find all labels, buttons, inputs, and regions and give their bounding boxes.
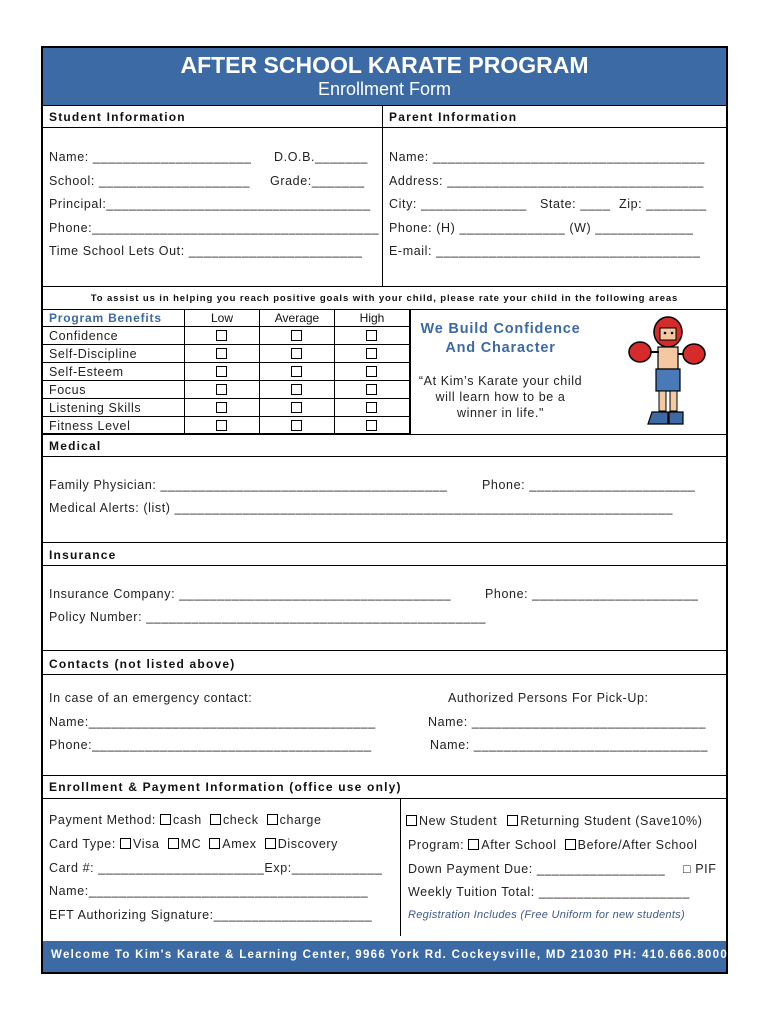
high-checkbox[interactable] <box>366 330 377 341</box>
program-label: Program: <box>408 838 465 852</box>
emergency-contact-label: In case of an emergency contact: <box>49 691 253 705</box>
new-student-label: New Student <box>419 814 498 828</box>
pickup-persons-label: Authorized Persons For Pick-Up: <box>448 691 649 705</box>
rating-cell <box>335 327 410 345</box>
check-checkbox[interactable] <box>210 814 221 825</box>
low-checkbox[interactable] <box>216 366 227 377</box>
footer-text: Welcome To Kim's Karate & Learning Center, 9966 York Rd. Cockeysville, MD 21030 PH: 410.666.8000 <box>51 949 729 961</box>
form-header <box>43 48 726 106</box>
divider <box>43 798 726 799</box>
promo-quote-1: “At Kim’s Karate your child <box>418 374 583 388</box>
low-checkbox[interactable] <box>216 402 227 413</box>
low-checkbox[interactable] <box>216 330 227 341</box>
discovery-label: Discovery <box>277 837 339 851</box>
boxer-illustration <box>628 314 708 430</box>
cash-checkbox[interactable] <box>160 814 171 825</box>
high-checkbox[interactable] <box>366 402 377 413</box>
check-label: check <box>222 813 259 827</box>
rating-cell <box>335 345 410 363</box>
physician-phone-field[interactable]: Phone: ______________________ <box>482 478 696 492</box>
medical-alerts-field[interactable]: Medical Alerts: (list) __________________________________________________________________ <box>49 501 674 515</box>
returning-student-checkbox[interactable] <box>507 815 518 826</box>
student-type-row <box>406 814 703 828</box>
cash-label: cash <box>173 813 202 827</box>
average-checkbox[interactable] <box>291 330 302 341</box>
col-average: Average <box>260 309 335 327</box>
student-principal-field[interactable]: Principal:___________________________________ <box>49 197 371 211</box>
rating-row-text: Self-Discipline <box>49 347 138 361</box>
rating-row-label <box>43 327 185 345</box>
col-program-benefits: Program Benefits <box>49 311 162 325</box>
parent-address-field[interactable]: Address: __________________________________ <box>389 174 704 188</box>
mc-checkbox[interactable] <box>168 838 179 849</box>
rating-row-label <box>43 363 185 381</box>
divider <box>43 565 726 566</box>
divider <box>410 309 411 434</box>
student-dob-field[interactable]: D.O.B._______ <box>274 150 368 164</box>
grid-header-cell <box>43 309 185 327</box>
amex-label: Amex <box>222 837 257 851</box>
before-after-school-checkbox[interactable] <box>565 839 576 850</box>
student-name-field[interactable]: Name: _____________________ <box>49 150 252 164</box>
rating-instruction: To assist us in helping you reach positive goals with your child, please rate your child in the following areas <box>90 293 679 304</box>
before-after-school-label: Before/After School <box>577 838 698 852</box>
divider <box>43 650 726 651</box>
parent-city-field[interactable]: City: ______________ <box>389 197 527 211</box>
footer-bar <box>43 941 729 972</box>
registration-note: Registration Includes (Free Uniform for new students) <box>408 909 685 921</box>
student-grade-field[interactable]: Grade:_______ <box>270 174 365 188</box>
rating-row-text: Fitness Level <box>49 419 131 433</box>
rating-row-text: Self-Esteem <box>49 365 124 379</box>
rating-cell <box>260 417 335 434</box>
rating-cell <box>185 363 260 381</box>
rating-row-text: Confidence <box>49 329 119 343</box>
discovery-checkbox[interactable] <box>265 838 276 849</box>
low-checkbox[interactable] <box>216 384 227 395</box>
parent-email-field[interactable]: E-mail: ___________________________________ <box>389 244 701 258</box>
rating-row-label <box>43 345 185 363</box>
divider <box>400 798 401 936</box>
card-type-label: Card Type: <box>49 837 116 851</box>
rating-cell <box>260 363 335 381</box>
divider <box>43 127 726 128</box>
average-checkbox[interactable] <box>291 384 302 395</box>
visa-checkbox[interactable] <box>120 838 131 849</box>
weekly-tuition-field[interactable]: Weekly Tuition Total: ____________________ <box>408 885 690 899</box>
mc-label: MC <box>180 837 202 851</box>
payment-name-field[interactable]: Name:_____________________________________ <box>49 884 369 898</box>
policy-number-field[interactable]: Policy Number: _____________________________________________ <box>49 610 487 624</box>
parent-info-heading: Parent Information <box>389 110 518 124</box>
high-checkbox[interactable] <box>366 348 377 359</box>
rating-cell <box>185 399 260 417</box>
rating-cell <box>260 381 335 399</box>
divider <box>43 286 726 287</box>
eft-signature-field[interactable]: EFT Authorizing Signature:_____________________ <box>49 908 373 922</box>
average-checkbox[interactable] <box>291 402 302 413</box>
promo-headline-2: And Character <box>445 340 556 356</box>
program-row <box>408 838 697 852</box>
enrollment-heading: Enrollment & Payment Information (office use only) <box>49 780 402 794</box>
high-checkbox[interactable] <box>366 366 377 377</box>
rating-cell <box>335 363 410 381</box>
promo-headline-1: We Build Confidence <box>420 321 581 337</box>
col-high: High <box>335 309 410 327</box>
pickup-name-field-2[interactable]: Name: _______________________________ <box>430 738 708 752</box>
rating-cell <box>335 381 410 399</box>
divider <box>43 674 726 675</box>
divider <box>43 456 726 457</box>
rating-cell <box>335 399 410 417</box>
low-checkbox[interactable] <box>216 348 227 359</box>
family-physician-field[interactable]: Family Physician: ______________________________________ <box>49 478 448 492</box>
card-type-row <box>49 837 338 851</box>
after-school-label: After School <box>481 838 557 852</box>
promo-quote-3: winner in life." <box>457 406 544 420</box>
rating-cell <box>335 417 410 434</box>
average-checkbox[interactable] <box>291 420 302 431</box>
payment-method-row <box>49 813 322 827</box>
pickup-name-field-1[interactable]: Name: _______________________________ <box>428 715 706 729</box>
high-checkbox[interactable] <box>366 384 377 395</box>
student-phone-field[interactable]: Phone:______________________________________ <box>49 221 380 235</box>
insurance-phone-field[interactable]: Phone: ______________________ <box>485 587 699 601</box>
promo-quote-2: will learn how to be a <box>435 390 566 404</box>
form-subtitle: Enrollment Form <box>317 79 452 99</box>
time-school-lets-out-field[interactable]: Time School Lets Out: _______________________ <box>49 244 363 258</box>
enrollment-form <box>41 46 728 974</box>
insurance-heading: Insurance <box>49 548 117 562</box>
average-checkbox[interactable] <box>291 366 302 377</box>
charge-checkbox[interactable] <box>267 814 278 825</box>
rating-cell <box>260 399 335 417</box>
rating-row-label <box>43 381 185 399</box>
charge-label: charge <box>279 813 322 827</box>
amex-checkbox[interactable] <box>209 838 220 849</box>
returning-student-label: Returning Student (Save10%) <box>520 814 703 828</box>
high-checkbox[interactable] <box>366 420 377 431</box>
rating-cell <box>185 381 260 399</box>
rating-row-text: Focus <box>49 383 87 397</box>
visa-label: Visa <box>133 837 160 851</box>
col-low: Low <box>185 309 260 327</box>
parent-phone-field[interactable]: Phone: (H) ______________ (W) _____________ <box>389 221 694 235</box>
contacts-heading: Contacts (not listed above) <box>49 657 236 671</box>
rating-cell <box>185 417 260 434</box>
card-number-field[interactable]: Card #: ______________________Exp:____________ <box>49 861 383 875</box>
low-checkbox[interactable] <box>216 420 227 431</box>
after-school-checkbox[interactable] <box>468 839 479 850</box>
rating-cell <box>185 327 260 345</box>
divider <box>43 542 726 543</box>
divider <box>43 434 726 435</box>
medical-heading: Medical <box>49 439 102 453</box>
rating-row-label <box>43 399 185 417</box>
emergency-phone-field[interactable]: Phone:_____________________________________ <box>49 738 372 752</box>
new-student-checkbox[interactable] <box>406 815 417 826</box>
student-info-heading: Student Information <box>49 110 186 124</box>
average-checkbox[interactable] <box>291 348 302 359</box>
parent-zip-field[interactable]: Zip: ________ <box>619 197 707 211</box>
student-school-field[interactable]: School: ____________________ <box>49 174 251 188</box>
insurance-company-field[interactable]: Insurance Company: ____________________________________ <box>49 587 452 601</box>
emergency-name-field[interactable]: Name:______________________________________ <box>49 715 376 729</box>
rating-cell <box>260 327 335 345</box>
down-payment-field[interactable]: Down Payment Due: _________________ <box>408 862 666 876</box>
parent-name-field[interactable]: Name: ____________________________________ <box>389 150 705 164</box>
parent-state-field[interactable]: State: ____ <box>540 197 611 211</box>
rating-row-text: Listening Skills <box>49 401 142 415</box>
rating-cell <box>185 345 260 363</box>
payment-method-label: Payment Method: <box>49 813 156 827</box>
divider <box>382 105 383 286</box>
divider <box>43 775 726 776</box>
rating-row-label <box>43 417 185 434</box>
pif-option[interactable]: □ PIF <box>683 862 717 876</box>
form-title: AFTER SCHOOL KARATE PROGRAM <box>180 52 589 78</box>
rating-cell <box>260 345 335 363</box>
